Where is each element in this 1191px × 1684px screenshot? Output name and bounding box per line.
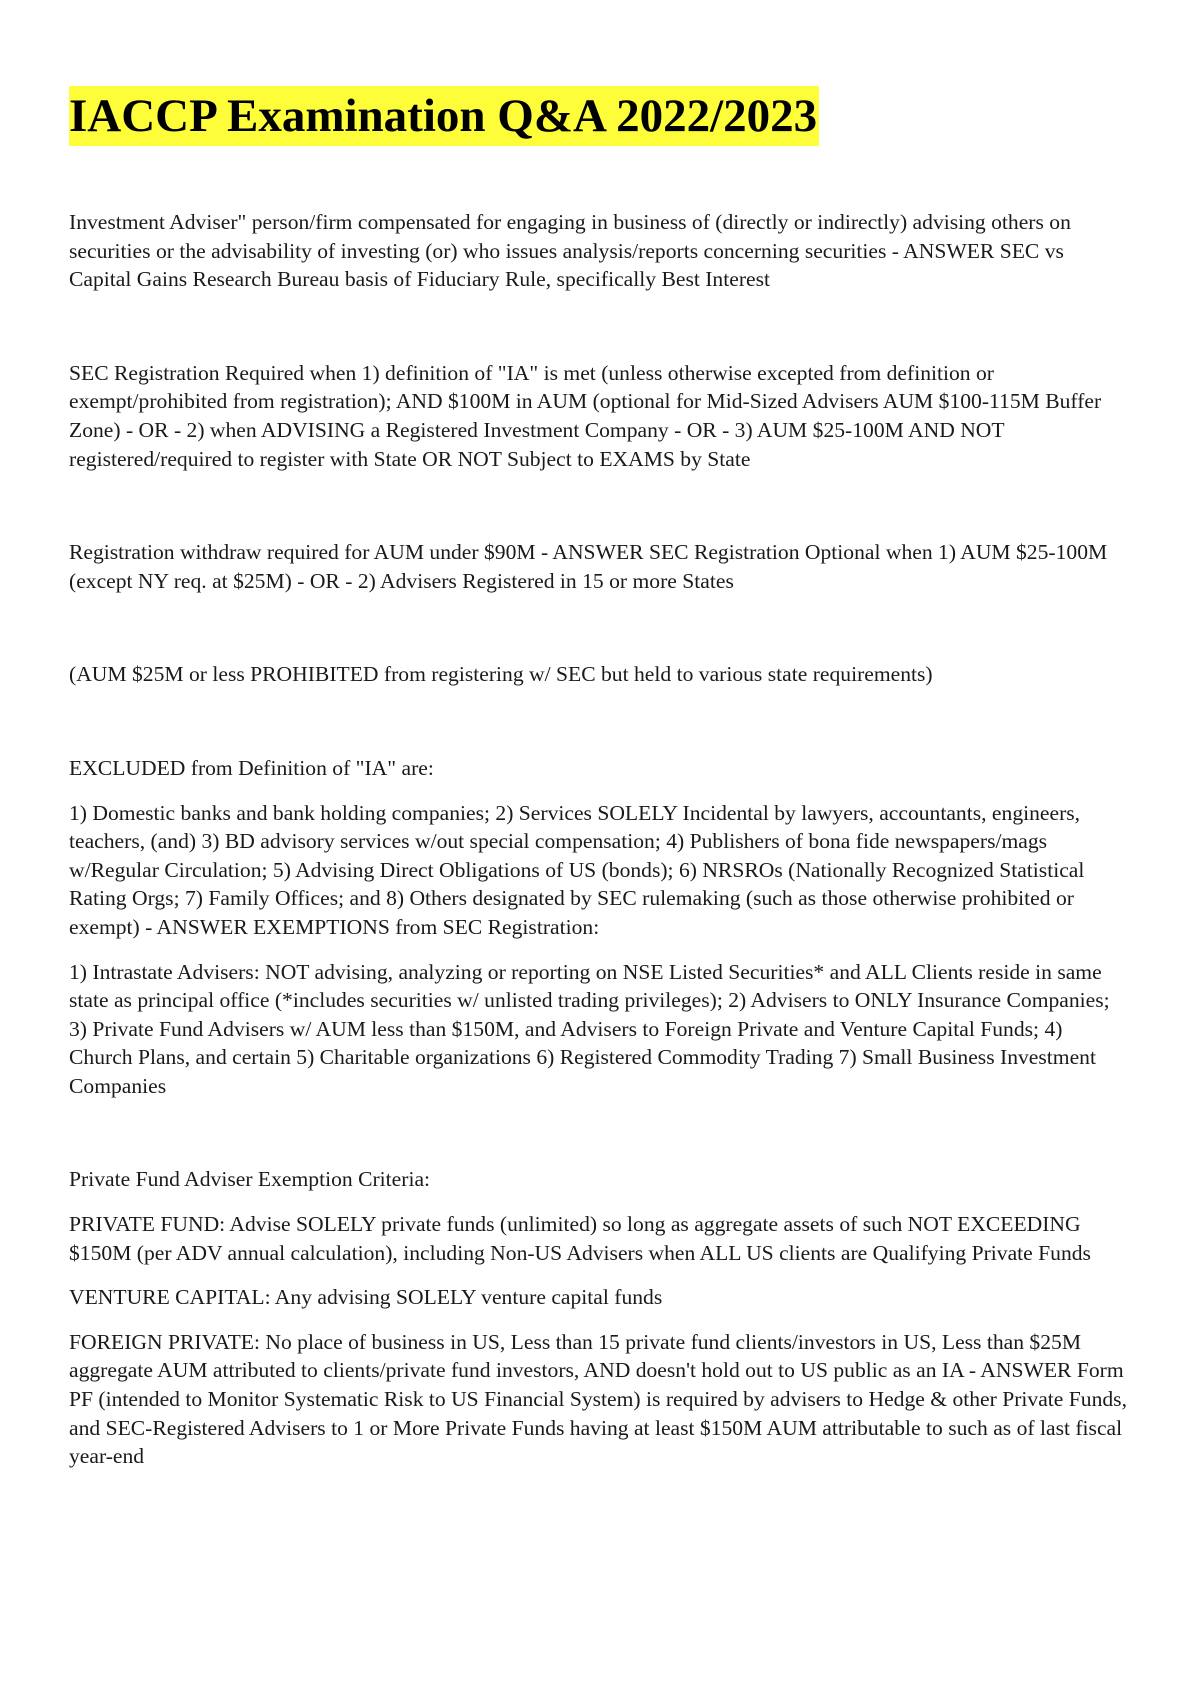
paragraph-exemptions-list: 1) Intrastate Advisers: NOT advising, analyzing or reporting on NSE Listed Securities* and ALL Clients reside in same state as principal office (*includes securities w/ unlisted trading privileges); 2) Advisers to ONLY Insurance Companies; 3) Private Fund Advisers w/ AUM less than $150M, and Advisers to Foreign Private and Venture Capital Funds; 4) Church Plans, and certain 5) Charitable organizations 6) Registered Commodity Trading 7) Small Business Investment Companies xyxy=(69,959,1110,1098)
paragraph-investment-adviser-definition: Investment Adviser" person/firm compensated for engaging in business of (directly or indirectly) advising others on securities or the advisability of investing (or) who issues analysis/reports concerning securities - ANSWER SEC vs Capital Gains Research Bureau basis of Fiduciary Rule, specifically Best Interest xyxy=(69,210,1071,292)
document-title: IACCP Examination Q&A 2022/2023 xyxy=(69,86,819,146)
paragraph-excluded-heading: EXCLUDED from Definition of "IA" are: xyxy=(69,755,434,780)
paragraph-venture-capital: VENTURE CAPITAL: Any advising SOLELY venture capital funds xyxy=(69,1285,663,1310)
paragraph-registration-withdraw: Registration withdraw required for AUM under $90M - ANSWER SEC Registration Optional when 1) AUM $25-100M (except NY req. at $25M) - OR - 2) Advisers Registered in 15 or more States xyxy=(69,540,1108,593)
paragraph-excluded-list: 1) Domestic banks and bank holding companies; 2) Services SOLELY Incidental by lawyers, accountants, engineers, teachers, (and) 3) BD advisory services w/out special compensation; 4) Publishers of bona fide newspapers/mags w/Regular Circulation; 5) Advising Direct Obligations of US (bonds); 6) NRSROs (Nationally Recognized Statistical Rating Orgs; 7) Family Offices; and 8) Others designated by SEC rulemaking (such as those otherwise prohibited or exempt) - ANSWER EXEMPTIONS from SEC Registration: xyxy=(69,800,1085,939)
paragraph-foreign-private: FOREIGN PRIVATE: No place of business in US, Less than 15 private fund clients/investors in US, Less than $25M aggregate AUM attributed to clients/private fund investors, AND doesn't hold out to US public as an IA - ANSWER Form PF (intended to Monitor Systematic Risk to US Financial System) is required by advisers to Hedge & other Private Funds, and SEC-Registered Advisers to 1 or More Private Funds having at least $150M AUM attributable to such as of last fiscal year-end xyxy=(69,1329,1127,1469)
paragraph-sec-registration-required: SEC Registration Required when 1) definition of "IA" is met (unless otherwise excepted from definition or exempt/prohibited from registration); AND $100M in AUM (optional for Mid-Sized Advisers AUM $100-115M Buffer Zone) - OR - 2) when ADVISING a Registered Investment Company - OR - 3) AUM $25-100M AND NOT registered/required to register with State OR NOT Subject to EXAMS by State xyxy=(69,360,1102,471)
paragraph-aum-prohibited: (AUM $25M or less PROHIBITED from registering w/ SEC but held to various state requirements) xyxy=(69,662,933,687)
paragraph-private-fund-heading: Private Fund Adviser Exemption Criteria: xyxy=(69,1167,431,1192)
document-body xyxy=(69,208,1129,1471)
paragraph-private-fund: PRIVATE FUND: Advise SOLELY private funds (unlimited) so long as aggregate assets of such NOT EXCEEDING $150M (per ADV annual calculation), including Non-US Advisers when ALL US clients are Qualifying Private Funds xyxy=(69,1212,1091,1265)
